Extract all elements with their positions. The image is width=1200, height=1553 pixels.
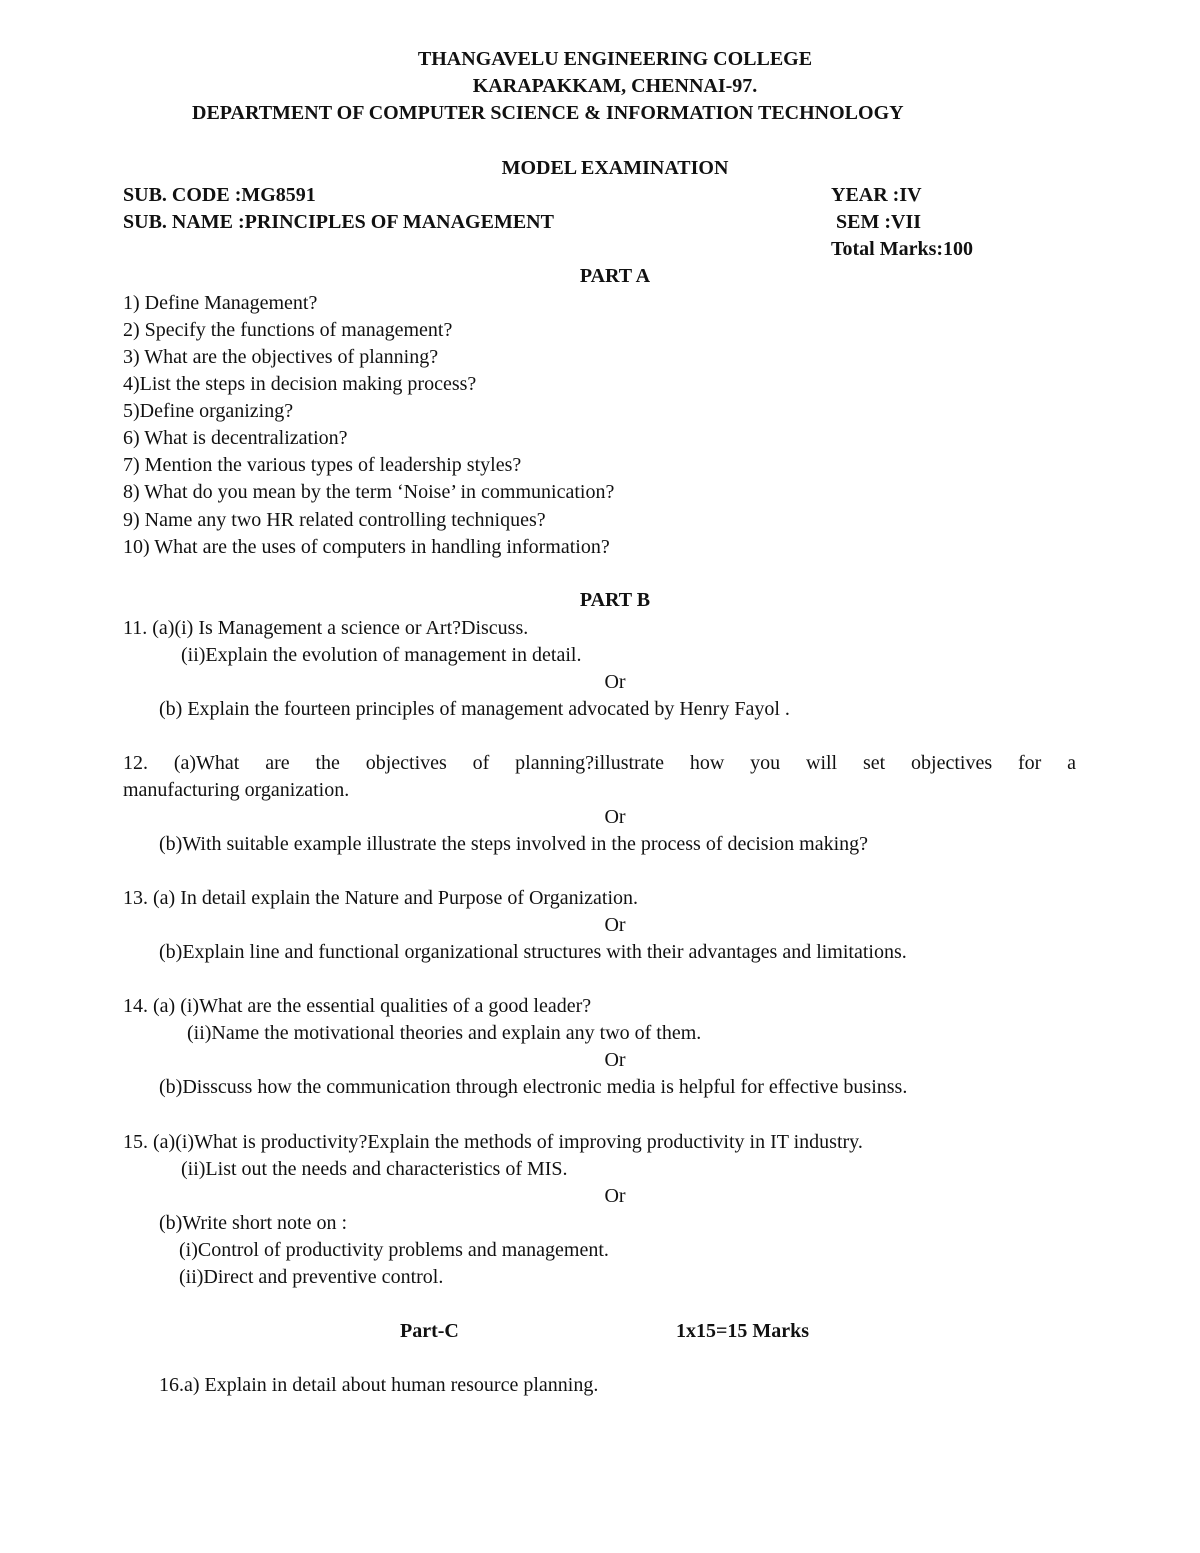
question-12-a: 12. (a)What are the objectives of planning?illustrate how you will set objectives for a [123,752,1076,774]
or-separator: Or [604,671,626,693]
part-a-question: 5)Define organizing? [123,400,294,422]
question-11-b: (b) Explain the fourteen principles of management advocated by Henry Fayol . [159,698,790,720]
part-a-question: 2) Specify the functions of management? [123,319,453,341]
total-marks: Total Marks:100 [831,238,974,260]
question-13-b: (b)Explain line and functional organizational structures with their advantages and limitations. [159,941,907,963]
semester: SEM :VII [836,211,922,233]
part-a-question: 7) Mention the various types of leadership styles? [123,454,522,476]
question-15-b-ii: (ii)Direct and preventive control. [179,1266,444,1288]
question-14-b: (b)Disscuss how the communication through electronic media is helpful for effective businss. [159,1076,908,1098]
or-separator: Or [604,1049,626,1071]
question-12-b: (b)With suitable example illustrate the steps involved in the process of decision making? [159,833,869,855]
part-a-question: 4)List the steps in decision making process? [123,373,477,395]
question-14-a-i: 14. (a) (i)What are the essential qualities of a good leader? [123,995,592,1017]
part-c-marks: 1x15=15 Marks [676,1320,810,1342]
question-11-a-ii: (ii)Explain the evolution of management in detail. [181,644,582,666]
part-a-question: 3) What are the objectives of planning? [123,346,439,368]
question-14-a-ii: (ii)Name the motivational theories and explain any two of them. [187,1022,702,1044]
part-c-title: Part-C [400,1320,459,1342]
subject-code: SUB. CODE :MG8591 [123,184,316,206]
department-name: DEPARTMENT OF COMPUTER SCIENCE & INFORMATION TECHNOLOGY [192,102,904,124]
question-15-b-i: (i)Control of productivity problems and management. [179,1239,609,1261]
question-13-a: 13. (a) In detail explain the Nature and Purpose of Organization. [123,887,639,909]
part-b-title: PART B [579,589,651,611]
college-location: KARAPAKKAM, CHENNAI-97. [472,75,758,97]
or-separator: Or [604,806,626,828]
part-a-question: 10) What are the uses of computers in handling information? [123,536,610,558]
or-separator: Or [604,914,626,936]
college-name: THANGAVELU ENGINEERING COLLEGE [417,48,813,70]
or-separator: Or [604,1185,626,1207]
part-a-question: 1) Define Management? [123,292,318,314]
part-a-title: PART A [579,265,651,287]
exam-title: MODEL EXAMINATION [501,157,729,179]
question-12-a-continued: manufacturing organization. [123,779,350,801]
year: YEAR :IV [831,184,922,206]
part-a-question: 8) What do you mean by the term ‘Noise’ in communication? [123,481,615,503]
subject-name: SUB. NAME :PRINCIPLES OF MANAGEMENT [123,211,554,233]
part-a-question: 6) What is decentralization? [123,427,348,449]
question-15-a-i: 15. (a)(i)What is productivity?Explain the methods of improving productivity in IT industry. [123,1131,863,1153]
question-15-a-ii: (ii)List out the needs and characteristics of MIS. [181,1158,568,1180]
question-11-a-i: 11. (a)(i) Is Management a science or Art?Discuss. [123,617,529,639]
question-16-a: 16.a) Explain in detail about human resource planning. [159,1374,599,1396]
question-15-b: (b)Write short note on : [159,1212,348,1234]
part-a-question: 9) Name any two HR related controlling techniques? [123,509,546,531]
